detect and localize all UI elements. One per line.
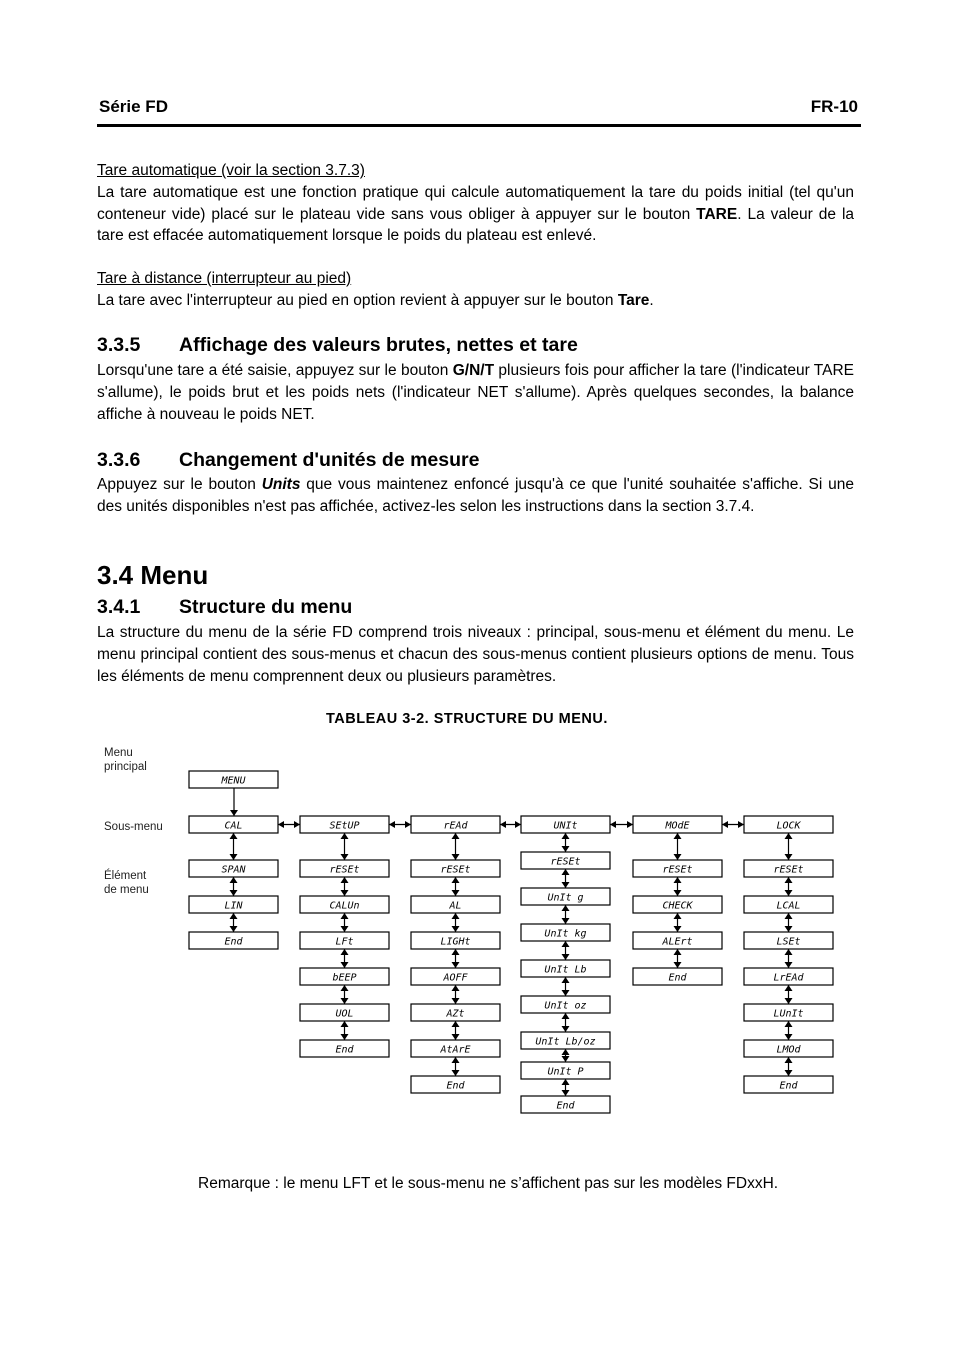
arrow-head-up (674, 913, 682, 919)
menu-item-box-2-3 (411, 968, 500, 985)
menu-item-box-4-1 (633, 896, 722, 913)
arrow-head-up (785, 877, 793, 883)
tare-auto-title: Tare automatique (voir la section 3.7.3) (97, 162, 365, 179)
section-3-3-5-text: Lorsqu'une tare a été saisie, appuyez sur le bouton G/N/T plusieurs fois pour afficher la tare (l'indicateur TARE s'allume), le poids brut et les poids nets (l'indicateur NET s'allume). Après quelques secondes, la balance affiche à nouveau le poids NET. (97, 362, 854, 423)
menu-item-box-2-3-label: AOFF (443, 972, 468, 984)
section-3-3-6-text: Appuyez sur le bouton Units que vous maintenez enfoncé jusqu'à ce que l'unité souhaitée s'affiche. Si une des unités disponibles n'est pas affichée, activez-les selon les instructions dans la section 3.7.4. (97, 476, 854, 515)
submenu-box-0 (189, 816, 278, 833)
arrow-head-down (230, 810, 238, 816)
arrow-head-down (562, 1026, 570, 1032)
section-3-4-1-text: La structure du menu de la série FD comprend trois niveaux : principal, sous-menu et élément du menu. Le menu principal contient des sous-menus et chacun des sous-menus contient plusieurs options de menu. Tous les éléments de menu comprennent deux ou plusieurs paramètres. (97, 624, 854, 685)
header-series: Série FD (99, 97, 168, 116)
menu-item-box-2-4 (411, 1004, 500, 1021)
arrow-head-up (785, 1057, 793, 1063)
menu-item-box-1-0 (300, 860, 389, 877)
menu-item-box-1-1-label: CALUn (329, 900, 360, 912)
arrow-head-down (452, 1034, 460, 1040)
arrow-head-down (452, 854, 460, 860)
arrow-head-up (785, 985, 793, 991)
arrow-head-up (341, 985, 349, 991)
arrow-head-up (674, 949, 682, 955)
menu-item-box-3-3 (521, 960, 610, 977)
arrow-head-up (785, 1021, 793, 1027)
menu-item-box-1-3-label: bEEP (332, 972, 357, 984)
arrow-head-up (562, 833, 570, 839)
menu-item-box-2-4-label: AZt (446, 1008, 465, 1020)
menu-item-box-0-2-label: End (224, 936, 243, 948)
menu-item-box-2-5-label: AtArE (440, 1044, 471, 1056)
arrow-head-down (562, 882, 570, 888)
submenu-box-2-label: rEAd (443, 820, 468, 832)
arrow-head-up (230, 833, 238, 839)
label-menu-item: Élément de menu (104, 870, 149, 896)
arrow-head-down (562, 1056, 570, 1062)
arrow-head-down (341, 854, 349, 860)
arrow-head-up (562, 941, 570, 947)
submenu-box-3-label: UNIt (553, 820, 578, 832)
header-page-number: FR-10 (810, 97, 858, 116)
arrow-head-down (562, 918, 570, 924)
arrow-head-down (674, 962, 682, 968)
arrow-head-up (562, 977, 570, 983)
menu-item-box-5-0-label: rESEt (773, 864, 804, 876)
menu-item-box-3-1 (521, 888, 610, 905)
menu-item-box-5-5 (744, 1040, 833, 1057)
submenu-box-3 (521, 816, 610, 833)
menu-item-box-2-6-label: End (446, 1080, 465, 1092)
menu-item-box-3-2-label: UnIt kg (544, 928, 587, 940)
menu-item-box-1-4 (300, 1004, 389, 1021)
menu-item-box-2-2 (411, 932, 500, 949)
menu-item-box-0-2 (189, 932, 278, 949)
arrow-head-down (562, 846, 570, 852)
menu-item-box-1-1 (300, 896, 389, 913)
menu-item-box-3-2 (521, 924, 610, 941)
label-submenu: Sous-menu (104, 821, 163, 833)
arrow-head-down (341, 962, 349, 968)
arrow-head-down (341, 890, 349, 896)
arrow-head-up (230, 913, 238, 919)
menu-item-box-3-0 (521, 852, 610, 869)
arrow-head-up (452, 985, 460, 991)
arrow-head-up (452, 1021, 460, 1027)
section-3-3-5-heading: 3.3.5 Affichage des valeurs brutes, nettes et tare (97, 334, 578, 356)
menu-item-box-4-2-label: ALErt (662, 936, 693, 948)
menu-item-box-0-0-label: SPAN (221, 864, 246, 876)
menu-item-box-1-2 (300, 932, 389, 949)
arrow-head-down (341, 1034, 349, 1040)
arrow-head-up (562, 1049, 570, 1055)
menu-item-box-2-6 (411, 1076, 500, 1093)
menu-item-box-4-0-label: rESEt (662, 864, 693, 876)
arrow-head-down (674, 854, 682, 860)
arrow-head-right (515, 821, 521, 828)
menu-item-box-5-3-label: LrEAd (773, 972, 804, 984)
arrow-head-up (785, 833, 793, 839)
arrow-head-up (341, 833, 349, 839)
tare-distance-title: Tare à distance (interrupteur au pied) (97, 270, 352, 287)
menu-item-box-2-2-label: LIGHt (440, 936, 471, 948)
arrow-head-up (452, 1057, 460, 1063)
remark-note: Remarque : le menu LFT et le sous-menu ne s’affichent pas sur les modèles FDxxH. (198, 1175, 779, 1192)
arrow-head-down (785, 962, 793, 968)
menu-item-box-5-1-label: LCAL (776, 900, 801, 912)
menu-item-box-0-1 (189, 896, 278, 913)
menu-root-box-label: MENU (221, 775, 246, 787)
arrow-head-down (785, 890, 793, 896)
arrow-head-down (562, 954, 570, 960)
arrow-head-up (674, 833, 682, 839)
menu-item-box-3-7-label: End (556, 1100, 575, 1112)
arrow-head-up (785, 913, 793, 919)
menu-item-box-3-6-label: UnIt P (547, 1066, 584, 1078)
menu-item-box-3-5-label: UnIt Lb/oz (535, 1036, 596, 1048)
menu-item-box-5-1 (744, 896, 833, 913)
arrow-head-down (230, 890, 238, 896)
menu-item-box-5-0 (744, 860, 833, 877)
menu-item-box-5-5-label: LMOd (776, 1044, 801, 1056)
arrow-head-left (610, 821, 616, 828)
section-3-4-1-heading: 3.4.1 Structure du menu (97, 596, 353, 618)
submenu-box-4 (633, 816, 722, 833)
menu-item-box-3-5 (521, 1032, 610, 1049)
submenu-box-1-label: SEtUP (329, 820, 360, 832)
menu-item-box-1-0-label: rESEt (329, 864, 360, 876)
menu-item-box-1-5-label: End (335, 1044, 354, 1056)
menu-item-box-4-1-label: CHECK (662, 900, 693, 912)
arrow-head-down (452, 890, 460, 896)
section-3-4-heading: 3.4 Menu (97, 560, 209, 590)
arrow-head-down (674, 926, 682, 932)
menu-item-box-3-4 (521, 996, 610, 1013)
arrow-head-down (785, 998, 793, 1004)
submenu-box-1 (300, 816, 389, 833)
section-3-3-6-heading: 3.3.6 Changement d'unités de mesure (97, 449, 480, 471)
arrow-head-up (562, 869, 570, 875)
tare-auto-paragraph: Tare automatique (voir la section 3.7.3) La tare automatique est une fonction pratique qui calcule automatiquement la tare du poids initial (tel qu'un conteneur vide) placé sur le plateau vide sans vous obliger à appuyer sur le bouton TARE. La valeur de la tare est effacée automatiquement lorsque le poids du plateau est enlevé. (97, 162, 855, 245)
menu-item-box-5-4-label: LUnIt (773, 1008, 804, 1020)
menu-item-box-5-2-label: LSEt (776, 936, 801, 948)
arrow-head-down (785, 926, 793, 932)
submenu-box-5-label: LOCK (776, 820, 801, 832)
arrow-head-right (627, 821, 633, 828)
menu-root-box (189, 771, 278, 788)
arrow-head-up (452, 833, 460, 839)
arrow-head-up (341, 913, 349, 919)
menu-item-box-5-6-label: End (779, 1080, 798, 1092)
menu-item-box-4-3-label: End (668, 972, 687, 984)
submenu-box-5 (744, 816, 833, 833)
menu-item-box-3-6 (521, 1062, 610, 1079)
arrow-head-left (389, 821, 395, 828)
tare-distance-paragraph: Tare à distance (interrupteur au pied) La tare avec l'interrupteur au pied en option revient à appuyer sur le bouton Tare. (97, 268, 854, 312)
arrow-head-down (452, 926, 460, 932)
menu-item-box-5-2 (744, 932, 833, 949)
arrow-head-down (230, 926, 238, 932)
arrow-head-up (674, 877, 682, 883)
menu-item-box-3-0-label: rESEt (550, 856, 581, 868)
arrow-head-down (674, 890, 682, 896)
menu-item-box-2-1 (411, 896, 500, 913)
arrow-head-right (405, 821, 411, 828)
menu-item-box-5-6 (744, 1076, 833, 1093)
arrow-head-down (785, 1070, 793, 1076)
arrow-head-left (278, 821, 284, 828)
menu-item-box-0-1-label: LIN (224, 900, 243, 912)
arrow-head-down (452, 998, 460, 1004)
table-caption: TABLEAU 3-2. STRUCTURE DU MENU. (326, 711, 608, 727)
arrow-head-down (562, 990, 570, 996)
arrow-head-up (341, 877, 349, 883)
arrow-head-left (500, 821, 506, 828)
arrow-head-up (230, 877, 238, 883)
arrow-head-up (341, 1021, 349, 1027)
menu-item-box-4-2 (633, 932, 722, 949)
arrow-head-up (341, 949, 349, 955)
menu-item-box-3-3-label: UnIt Lb (544, 964, 587, 976)
menu-item-box-1-2-label: LFt (335, 936, 354, 948)
arrow-head-up (452, 949, 460, 955)
menu-item-box-3-4-label: UnIt oz (544, 1000, 587, 1012)
arrow-head-left (722, 821, 728, 828)
arrow-head-right (294, 821, 300, 828)
arrow-head-up (562, 1079, 570, 1085)
menu-item-box-1-4-label: UOL (335, 1008, 354, 1020)
submenu-box-4-label: MOdE (665, 820, 690, 832)
arrow-head-up (562, 1013, 570, 1019)
arrow-head-down (785, 854, 793, 860)
arrow-head-down (785, 1034, 793, 1040)
arrow-head-down (341, 926, 349, 932)
menu-item-box-5-4 (744, 1004, 833, 1021)
menu-item-box-4-0 (633, 860, 722, 877)
arrow-head-down (230, 854, 238, 860)
arrow-head-up (452, 913, 460, 919)
menu-item-box-1-5 (300, 1040, 389, 1057)
menu-item-box-2-5 (411, 1040, 500, 1057)
arrow-head-up (452, 877, 460, 883)
submenu-box-2 (411, 816, 500, 833)
menu-item-box-2-1-label: AL (449, 900, 462, 912)
arrow-head-up (785, 949, 793, 955)
menu-item-box-2-0 (411, 860, 500, 877)
menu-item-box-4-3 (633, 968, 722, 985)
menu-item-box-3-1-label: UnIt g (547, 892, 584, 904)
label-main-menu: Menu principal (104, 747, 147, 773)
arrow-head-down (341, 998, 349, 1004)
menu-item-box-3-7 (521, 1096, 610, 1113)
menu-item-box-0-0 (189, 860, 278, 877)
arrow-head-down (452, 1070, 460, 1076)
arrow-head-up (562, 905, 570, 911)
arrow-head-down (562, 1090, 570, 1096)
arrow-head-right (738, 821, 744, 828)
arrow-head-down (452, 962, 460, 968)
submenu-box-0-label: CAL (224, 820, 243, 832)
menu-item-box-5-3 (744, 968, 833, 985)
menu-item-box-2-0-label: rESEt (440, 864, 471, 876)
menu-item-box-1-3 (300, 968, 389, 985)
